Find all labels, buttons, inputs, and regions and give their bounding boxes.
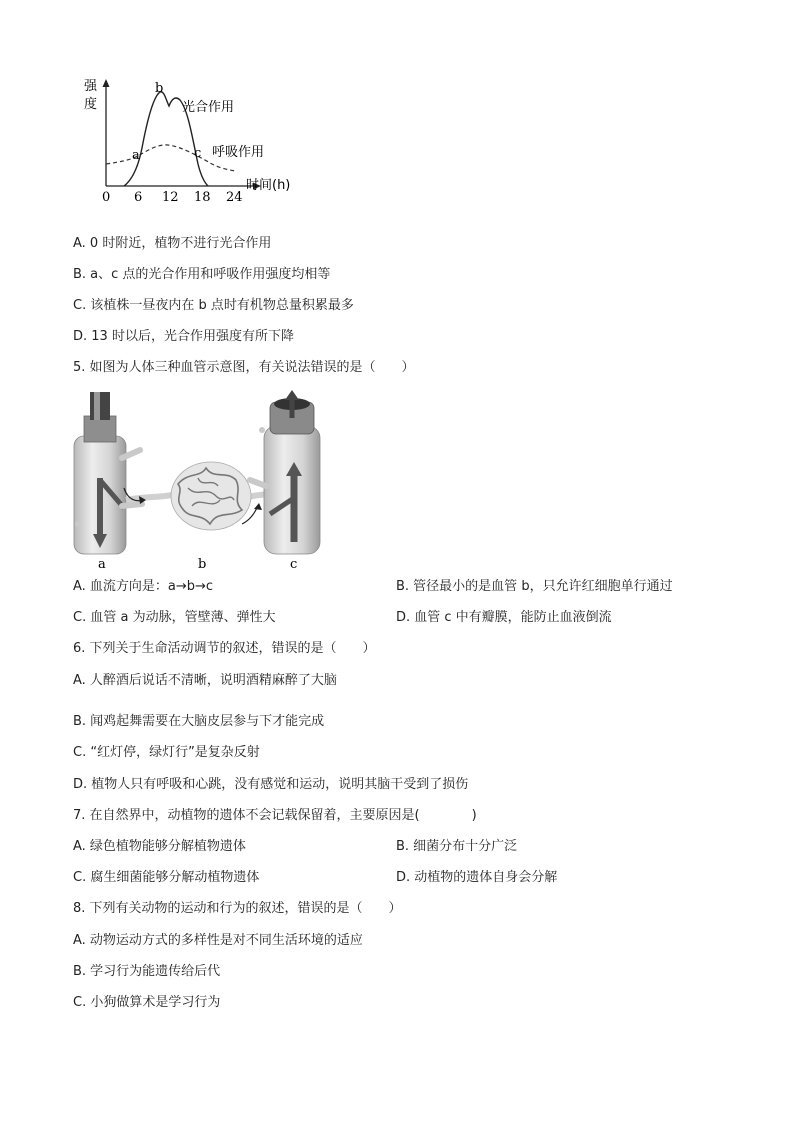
q8-option-a: A. 动物运动方式的多样性是对不同生活环境的适应 bbox=[73, 933, 363, 948]
vessel-c-vein bbox=[250, 390, 320, 554]
q5-option-c: C. 血管 a 为动脉，管壁薄、弹性大 bbox=[73, 610, 276, 625]
q6-option-d: D. 植物人只有呼吸和心跳，没有感觉和运动，说明其脑干受到了损伤 bbox=[73, 777, 469, 792]
q5-option-b: B. 管径最小的是血管 b，只允许红细胞单行通过 bbox=[396, 579, 673, 594]
x-tick-24: 24 bbox=[226, 190, 243, 205]
q5-stem: 5. 如图为人体三种血管示意图，有关说法错误的是（ ） bbox=[73, 360, 415, 375]
blood-vessels-figure bbox=[66, 388, 336, 576]
q4-option-b: B. a、c 点的光合作用和呼吸作用强度均相等 bbox=[73, 267, 331, 282]
q7-stem: 7. 在自然界中，动植物的遗体不会记载保留着，主要原因是( ) bbox=[73, 808, 477, 823]
q7-option-b: B. 细菌分布十分广泛 bbox=[396, 839, 518, 854]
x-tick-18: 18 bbox=[194, 190, 211, 205]
q7-option-a: A. 绿色植物能够分解植物遗体 bbox=[73, 839, 246, 854]
photosynthesis-label: 光合作用 bbox=[182, 100, 235, 115]
q8-option-b: B. 学习行为能遗传给后代 bbox=[73, 964, 221, 979]
y-axis-label-1: 强 bbox=[84, 79, 98, 94]
respiration-label: 呼吸作用 bbox=[212, 145, 265, 160]
q6-option-b: B. 闻鸡起舞需要在大脑皮层参与下才能完成 bbox=[73, 714, 325, 729]
q4-option-a: A. 0 时附近，植物不进行光合作用 bbox=[73, 236, 272, 251]
q6-stem: 6. 下列关于生命活动调节的叙述，错误的是（ ） bbox=[73, 641, 376, 656]
q8-stem: 8. 下列有关动物的运动和行为的叙述，错误的是（ ） bbox=[73, 901, 402, 916]
figure-label-a: a bbox=[98, 557, 106, 572]
x-tick-6: 6 bbox=[134, 190, 143, 205]
q5-option-a: A. 血流方向是：a→b→c bbox=[73, 579, 214, 594]
y-axis-label-2: 度 bbox=[84, 97, 98, 112]
y-axis-arrow bbox=[103, 79, 110, 87]
q5-option-d: D. 血管 c 中有瓣膜，能防止血液倒流 bbox=[396, 610, 612, 625]
figure-label-b: b bbox=[198, 557, 207, 572]
q4-option-d: D. 13 时以后，光合作用强度有所下降 bbox=[73, 329, 294, 344]
q6-option-a: A. 人醉酒后说话不清晰，说明酒精麻醉了大脑 bbox=[73, 673, 337, 688]
point-label-c: c bbox=[194, 146, 202, 161]
figure-label-c: c bbox=[290, 557, 298, 572]
x-tick-0: 0 bbox=[102, 190, 111, 205]
q4-option-c: C. 该植株一昼夜内在 b 点时有机物总量积累最多 bbox=[73, 298, 354, 313]
x-axis-label: 时间(h) bbox=[246, 178, 291, 193]
point-label-b: b bbox=[155, 81, 164, 96]
q8-option-c: C. 小狗做算术是学习行为 bbox=[73, 995, 221, 1010]
q7-option-c: C. 腐生细菌能够分解动植物遗体 bbox=[73, 870, 260, 885]
q6-option-c: C. “红灯停，绿灯行”是复杂反射 bbox=[73, 745, 260, 760]
x-tick-12: 12 bbox=[162, 190, 179, 205]
q7-option-d: D. 动植物的遗体自身会分解 bbox=[396, 870, 558, 885]
intensity-time-graph bbox=[80, 76, 310, 206]
point-label-a: a bbox=[132, 148, 140, 163]
vessel-a-artery bbox=[74, 392, 142, 554]
vessel-b-capillaries bbox=[126, 462, 274, 530]
